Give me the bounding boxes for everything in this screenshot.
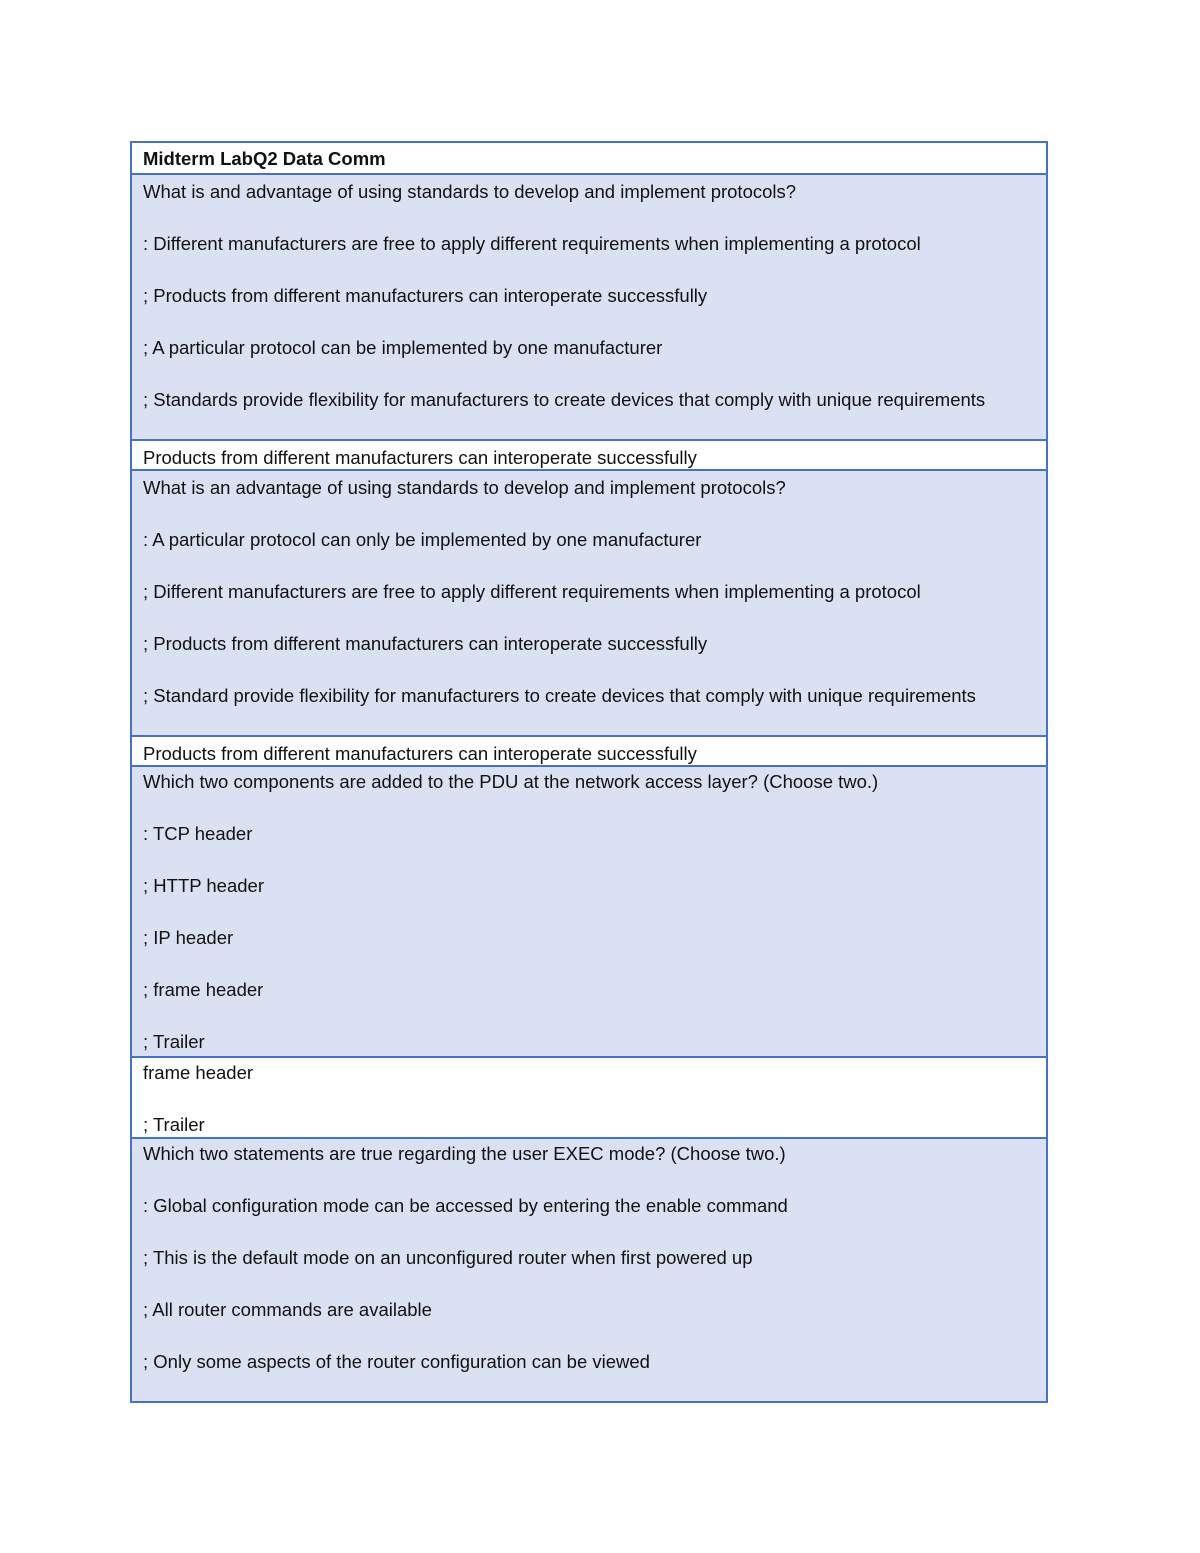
- answer-text: ; Trailer: [143, 1114, 205, 1135]
- answer-row-1: [132, 439, 1046, 469]
- option-text: ; Trailer: [143, 1031, 205, 1052]
- question-text: Which two statements are true regarding the user EXEC mode? (Choose two.): [143, 1143, 786, 1164]
- question-text: What is an advantage of using standards to develop and implement protocols?: [143, 477, 786, 498]
- question-text: Which two components are added to the PDU at the network access layer? (Choose two.): [143, 771, 879, 792]
- option-text: : Different manufacturers are free to apply different requirements when implementing a protocol: [143, 233, 921, 254]
- question-row-1: [132, 173, 1046, 439]
- option-text: ; Standards provide flexibility for manufacturers to create devices that comply with unique requirements: [143, 389, 986, 410]
- answer-text: Products from different manufacturers can interoperate successfully: [143, 447, 697, 468]
- question-row-3: [132, 765, 1046, 1056]
- answer-row-3: [132, 1056, 1046, 1137]
- option-text: ; Products from different manufacturers can interoperate successfully: [143, 633, 708, 654]
- option-text: ; A particular protocol can be implemented by one manufacturer: [143, 337, 663, 358]
- option-text: ; Standard provide flexibility for manufacturers to create devices that comply with unique requirements: [143, 685, 976, 706]
- option-text: ; Products from different manufacturers can interoperate successfully: [143, 285, 708, 306]
- answer-text: frame header: [143, 1062, 254, 1083]
- option-text: ; frame header: [143, 979, 264, 1000]
- document-title-row: [132, 143, 1046, 173]
- quiz-table: [130, 141, 1048, 1403]
- question-text: What is and advantage of using standards to develop and implement protocols?: [143, 181, 797, 202]
- option-text: : A particular protocol can only be implemented by one manufacturer: [143, 529, 702, 550]
- option-text: ; HTTP header: [143, 875, 264, 896]
- document-title: Midterm LabQ2 Data Comm: [143, 148, 386, 169]
- option-text: ; All router commands are available: [143, 1299, 432, 1320]
- answer-text: Products from different manufacturers can interoperate successfully: [143, 743, 697, 764]
- answer-row-2: [132, 735, 1046, 765]
- option-text: ; This is the default mode on an unconfigured router when first powered up: [143, 1247, 753, 1268]
- question-row-4: [132, 1137, 1046, 1401]
- question-row-2: [132, 469, 1046, 735]
- option-text: : TCP header: [143, 823, 253, 844]
- option-text: ; Only some aspects of the router configuration can be viewed: [143, 1351, 650, 1372]
- option-text: ; IP header: [143, 927, 234, 948]
- option-text: ; Different manufacturers are free to apply different requirements when implementing a protocol: [143, 581, 921, 602]
- option-text: : Global configuration mode can be accessed by entering the enable command: [143, 1195, 788, 1216]
